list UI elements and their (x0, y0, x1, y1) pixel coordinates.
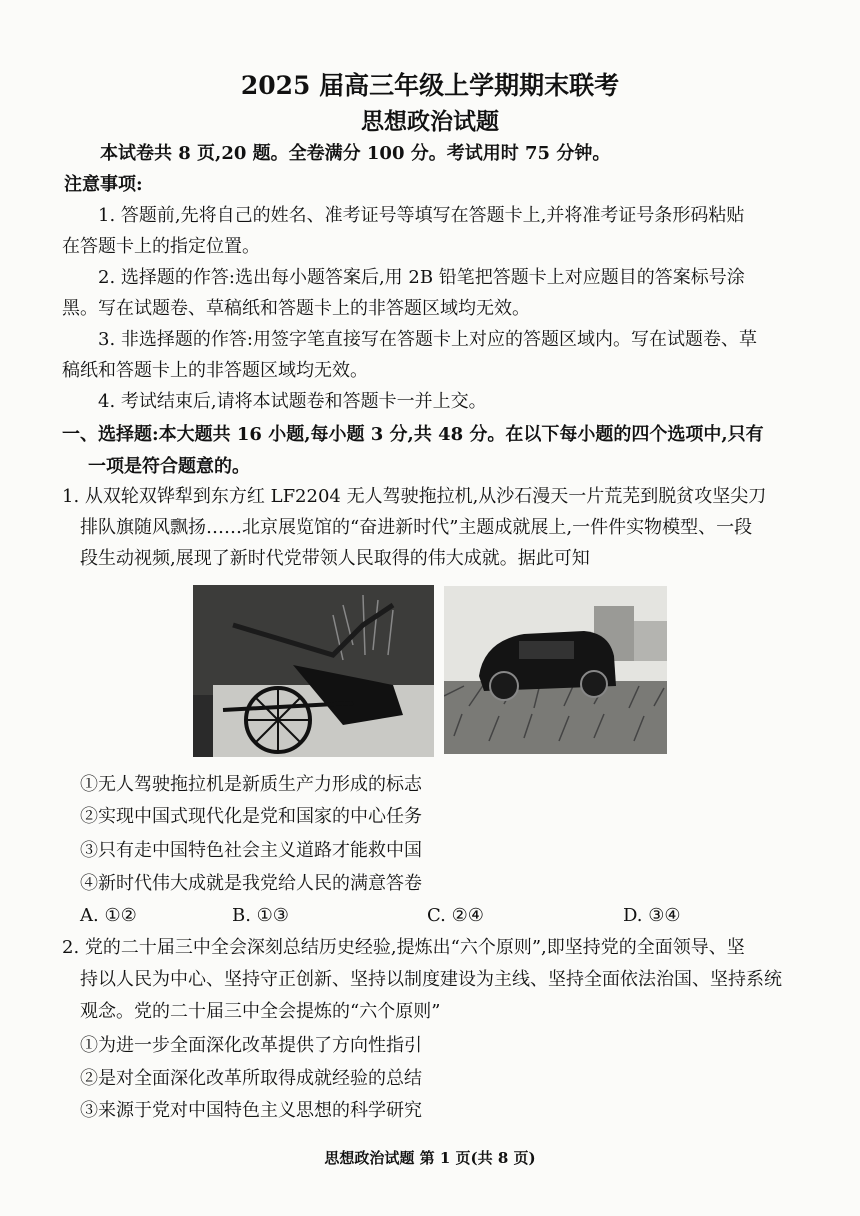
q1-option-d: D. ③④ (623, 905, 681, 926)
q2-statement-3: ③来源于党对中国特色主义思想的科学研究 (80, 1100, 422, 1121)
notice-item-2-line-2: 黑。写在试题卷、草稿纸和答题卡上的非答题区域均无效。 (62, 298, 530, 319)
section-heading-line-2: 一项是符合题意的。 (88, 456, 250, 477)
tractor-photo (444, 586, 667, 754)
exam-subtitle: 思想政治试题 (361, 108, 499, 135)
q1-statement-3: ③只有走中国特色社会主义道路才能救中国 (80, 840, 422, 861)
q1-stem-line-3: 段生动视频,展现了新时代党带领人民取得的伟大成就。据此可知 (80, 548, 590, 569)
notice-item-1-line-2: 在答题卡上的指定位置。 (62, 236, 260, 257)
notice-item-3-line-1: 3. 非选择题的作答:用签字笔直接写在答题卡上对应的答题区域内。写在试题卷、草 (98, 329, 757, 350)
q2-stem-line-2: 持以人民为中心、坚持守正创新、坚持以制度建设为主线、坚持全面依法治国、坚持系统 (80, 969, 782, 990)
q1-statement-2: ②实现中国式现代化是党和国家的中心任务 (80, 806, 422, 827)
q1-option-a: A. ①② (80, 905, 137, 926)
exam-title: 2025 届高三年级上学期期末联考 (240, 71, 620, 100)
notice-item-1-line-1: 1. 答题前,先将自己的姓名、准考证号等填写在答题卡上,并将准考证号条形码粘贴 (98, 205, 745, 226)
q1-statement-1: ①无人驾驶拖拉机是新质生产力形成的标志 (80, 774, 422, 795)
notice-item-2-line-1: 2. 选择题的作答:选出每小题答案后,用 2B 铅笔把答题卡上对应题目的答案标号涂 (98, 267, 745, 288)
notice-heading: 注意事项: (64, 174, 143, 195)
notice-item-4: 4. 考试结束后,请将本试题卷和答题卡一并上交。 (98, 391, 487, 412)
notice-item-3-line-2: 稿纸和答题卡上的非答题区域均无效。 (62, 360, 368, 381)
q1-statement-4: ④新时代伟大成就是我党给人民的满意答卷 (80, 873, 422, 894)
q2-stem-line-3: 观念。党的二十届三中全会提炼的“六个原则” (80, 1001, 441, 1022)
q1-stem-line-2: 排队旗随风飘扬……北京展览馆的“奋进新时代”主题成就展上,一件件实物模型、一段 (80, 517, 753, 538)
q2-statement-1: ①为进一步全面深化改革提供了方向性指引 (80, 1035, 422, 1056)
exam-intro: 本试卷共 8 页,20 题。全卷满分 100 分。考试用时 75 分钟。 (100, 143, 611, 164)
q1-stem-line-1: 1. 从双轮双铧犁到东方红 LF2204 无人驾驶拖拉机,从沙石漫天一片荒芜到脱贫攻坚尖刀 (62, 486, 767, 507)
page-footer: 思想政治试题 第 1 页(共 8 页) (324, 1149, 536, 1167)
section-heading-line-1: 一、选择题:本大题共 16 小题,每小题 3 分,共 48 分。在以下每小题的四个选项中,只有 (62, 424, 764, 445)
q1-option-c: C. ②④ (427, 905, 484, 926)
q2-stem-line-1: 2. 党的二十届三中全会深刻总结历史经验,提炼出“六个原则”,即坚持党的全面领导、坚 (62, 937, 745, 958)
q1-option-b: B. ①③ (232, 905, 289, 926)
q2-statement-2: ②是对全面深化改革所取得成就经验的总结 (80, 1068, 422, 1089)
plough-photo (193, 585, 434, 757)
